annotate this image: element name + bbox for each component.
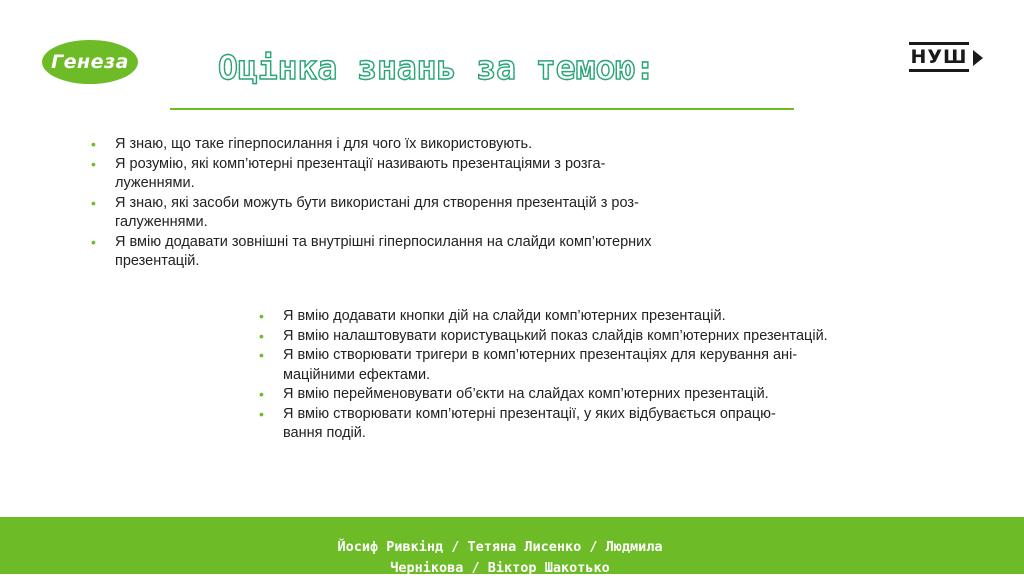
list-item xyxy=(91,135,717,155)
list-item xyxy=(259,327,883,347)
list-item-text: Я знаю, що таке гіперпосилання і для чого їх використовують. xyxy=(115,136,533,152)
genesis-logo-text: Генеза xyxy=(51,51,129,73)
bullet-icon: • xyxy=(259,347,264,363)
list-item-text: Я вмію перейменовувати об’єкти на слайдах комп’ютерних презентацій. xyxy=(283,386,769,402)
list-item-text: Я вмію додавати кнопки дій на слайди комп’ютерних презентацій. xyxy=(283,308,726,324)
bullet-icon: • xyxy=(91,233,96,250)
play-arrow-icon xyxy=(973,50,983,66)
nush-logo xyxy=(909,42,989,76)
bullet-icon: • xyxy=(91,194,96,211)
list-item xyxy=(259,405,883,444)
list-item xyxy=(259,307,883,327)
slide-title: Оцінка знань за темою: xyxy=(218,46,778,90)
footer-authors: Йосиф Ривкінд / Тетяна Лисенко / Людмила Чернікова / Віктор Шакотько xyxy=(337,539,663,576)
knowledge-list-primary xyxy=(91,135,717,272)
bullet-icon: • xyxy=(91,155,96,172)
list-item-text: Я розумію, які комп’ютерні презентації називають презентаціями з розга- луженнями. xyxy=(115,155,606,191)
list-item xyxy=(91,194,717,233)
nush-logo-text: НУШ xyxy=(909,42,969,72)
bullet-icon: • xyxy=(259,405,264,422)
bullet-icon: • xyxy=(259,308,264,324)
list-item xyxy=(259,385,883,405)
list-item-text: Я знаю, які засоби можуть бути використані для створення презентацій з роз- галуженнями. xyxy=(115,194,639,230)
knowledge-list-secondary xyxy=(259,307,883,444)
list-item xyxy=(91,155,717,194)
list-item-text: Я вмію створювати тригери в комп’ютерних презентаціях для керування ані- маційними ефектами. xyxy=(283,347,798,383)
footer-bar xyxy=(0,517,1024,574)
bullet-icon: • xyxy=(91,136,96,152)
bullet-icon: • xyxy=(259,386,264,402)
list-item-text: Я вмію створювати комп’ютерні презентації, у яких відбувається опрацю- вання подій. xyxy=(283,405,776,441)
bullet-icon: • xyxy=(259,327,264,344)
list-item xyxy=(259,346,883,385)
title-underline xyxy=(170,108,794,110)
genesis-logo xyxy=(42,40,138,84)
list-item xyxy=(91,233,717,272)
list-item-text: Я вмію додавати зовнішні та внутрішні гіперпосилання на слайди комп’ютерних презентацій. xyxy=(115,233,652,269)
list-item-text: Я вмію налаштовувати користувацький показ слайдів комп’ютерних презентацій. xyxy=(283,327,828,344)
